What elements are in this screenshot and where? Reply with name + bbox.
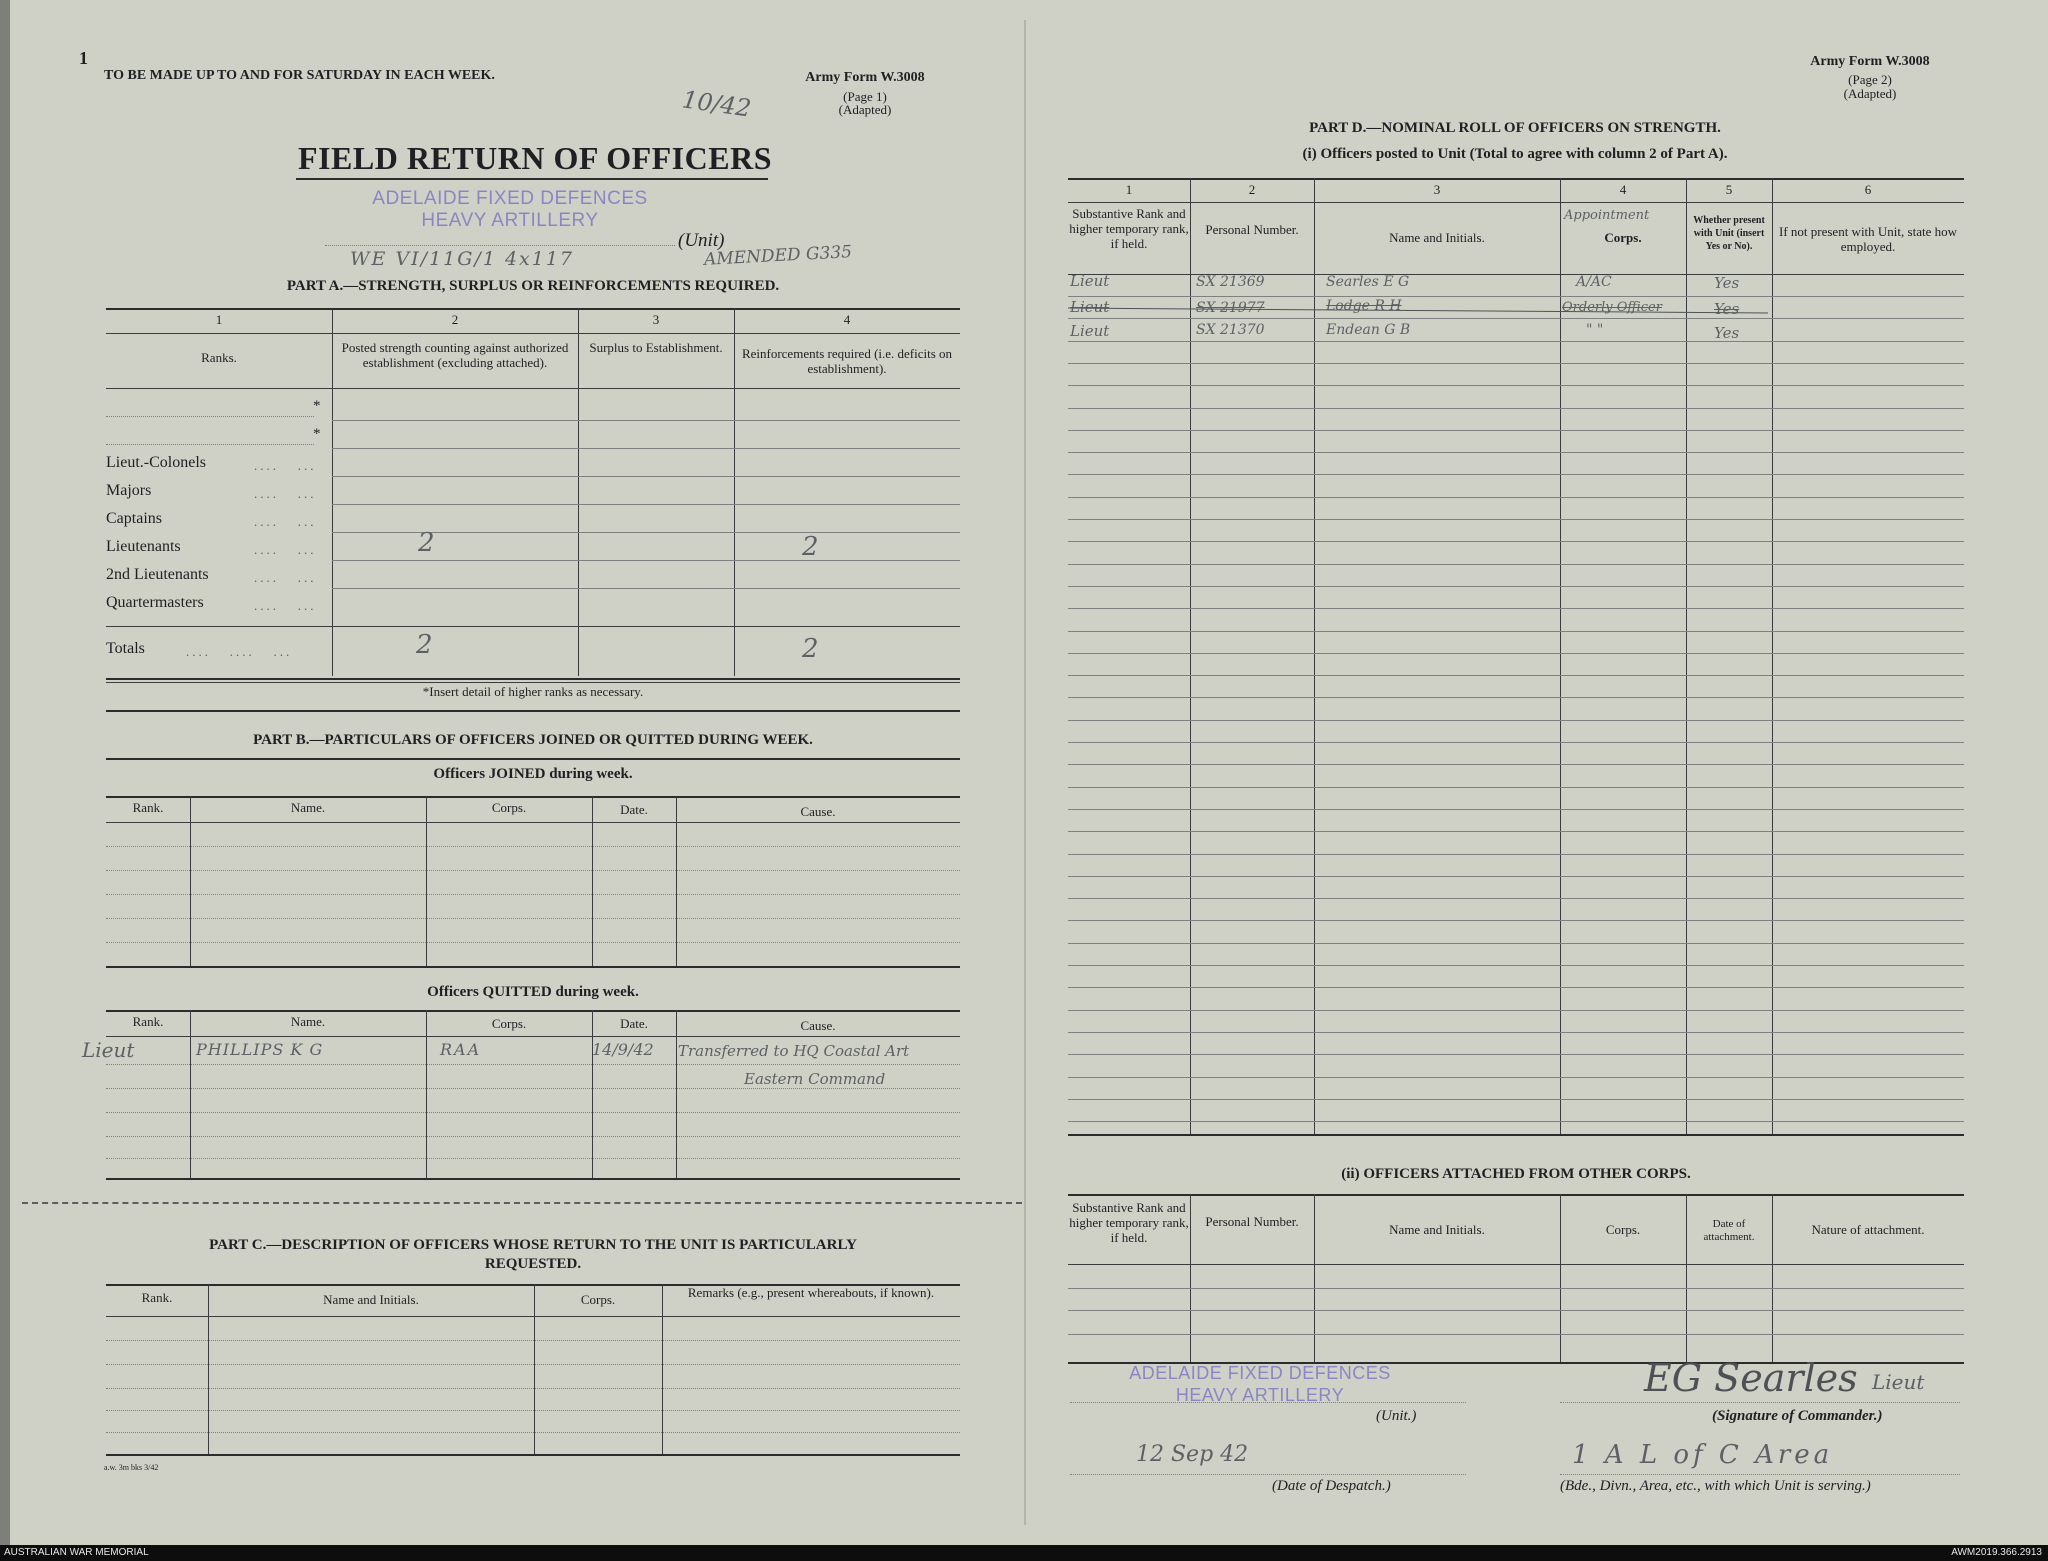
joined-col-date: Date.	[620, 802, 648, 817]
footer-right: AWM2019.366.2913	[1951, 1547, 2042, 1558]
roll-ruled-line	[1068, 608, 1964, 609]
roll-col-num-4: 4	[1619, 182, 1627, 197]
part-a-header-posted: Posted strength counting against authorized establishment (excluding attached).	[341, 340, 569, 370]
roll-ruled-line	[1068, 854, 1964, 855]
adapted-label-p2: (Adapted)	[1843, 86, 1897, 101]
roll-col-num-5: 5	[1725, 182, 1733, 197]
roll-ruled-line	[1068, 876, 1964, 877]
form-number: Army Form W.3008	[805, 70, 925, 85]
unit-stamp-line2: HEAVY ARTILLERY	[421, 210, 599, 231]
rank-lieutenants: Lieutenants	[106, 538, 181, 555]
roll-ruled-line	[1068, 541, 1964, 542]
quitted-col-cause: Cause.	[800, 1018, 836, 1033]
part-c-col-remarks: Remarks (e.g., present whereabouts, if known).	[687, 1285, 935, 1300]
roll-row3-rank: Lieut	[1070, 322, 1110, 340]
part-c-col-name: Name and Initials.	[323, 1292, 419, 1307]
roll-ruled-line	[1068, 697, 1964, 698]
roll-ruled-line	[1068, 452, 1964, 453]
attached-header-date: Date of attachment.	[1703, 1218, 1755, 1243]
roll-ruled-line	[1068, 474, 1964, 475]
despatch-stamp-line1: ADELAIDE FIXED DEFENCES	[1129, 1363, 1391, 1383]
roll-header-name: Name and Initials.	[1389, 230, 1485, 245]
roll-header-corps: Corps.	[1604, 230, 1642, 245]
roll-ruled-line	[1068, 519, 1964, 520]
signature-label: (Signature of Commander.)	[1712, 1408, 1883, 1424]
roll-row2-corps: Orderly Officer	[1562, 300, 1662, 315]
roll-header-rank: Substantive Rank and higher temporary rank, if held.	[1069, 206, 1189, 251]
despatch-date-label: (Date of Despatch.)	[1272, 1478, 1391, 1494]
roll-ruled-line	[1068, 564, 1964, 565]
rank-majors: Majors	[106, 482, 152, 499]
part-c-title-line1: PART C.—DESCRIPTION OF OFFICERS WHOSE RETURN TO THE UNIT IS PARTICULARLY	[209, 1237, 857, 1253]
roll-header-employed: If not present with Unit, state how employed.	[1779, 224, 1957, 254]
unit-stamp-line1: ADELAIDE FIXED DEFENCES	[372, 188, 648, 209]
sheet-edge	[0, 0, 10, 1545]
rank-captains: Captains	[106, 510, 162, 527]
quitted-rank: Lieut	[82, 1038, 135, 1062]
roll-row2-name: Lodge R H	[1326, 298, 1402, 314]
archive-footer	[0, 1545, 2048, 1561]
handwritten-amended: AMENDED G335	[703, 242, 853, 270]
joined-col-rank: Rank.	[132, 800, 164, 815]
part-a-header-reinforcements: Reinforcements required (i.e. deficits on establishment).	[741, 346, 953, 376]
quitted-col-rank: Rank.	[132, 1014, 164, 1029]
rank-row-higher-2	[106, 426, 326, 454]
roll-row3-name: Endean G B	[1326, 322, 1411, 338]
part-a-footnote: *Insert detail of higher ranks as necessary.	[422, 684, 644, 699]
roll-ruled-line	[1068, 1121, 1964, 1122]
quitted-name: PHILLIPS K G	[196, 1040, 324, 1059]
roll-ruled-line	[1068, 430, 1964, 431]
roll-ruled-line	[1068, 408, 1964, 409]
joined-col-name: Name.	[290, 800, 326, 815]
attached-header-number: Personal Number.	[1205, 1214, 1299, 1229]
unit-stamp	[330, 188, 690, 232]
quitted-title: Officers QUITTED during week.	[427, 984, 639, 1000]
part-c-title-line2: REQUESTED.	[484, 1256, 582, 1272]
roll-ruled-line	[1068, 653, 1964, 654]
part-a-header-ranks: Ranks.	[201, 350, 237, 365]
roll-ruled-line	[1068, 341, 1964, 342]
joined-title: Officers JOINED during week.	[433, 766, 633, 782]
part-c-col-corps: Corps.	[580, 1292, 616, 1307]
rank-2nd-lieutenants: 2nd Lieutenants	[106, 566, 209, 583]
roll-ruled-line	[1068, 831, 1964, 832]
roll-ruled-line	[1068, 586, 1964, 587]
attached-header-corps: Corps.	[1605, 1222, 1641, 1237]
roll-ruled-line	[1068, 720, 1964, 721]
part-b-title: PART B.—PARTICULARS OF OFFICERS JOINED OR QUITTED DURING WEEK.	[253, 732, 813, 748]
part-a-header-surplus: Surplus to Establishment.	[589, 340, 723, 355]
part-c-col-rank: Rank.	[141, 1290, 173, 1305]
section-ii-title: (ii) OFFICERS ATTACHED FROM OTHER CORPS.	[1341, 1166, 1691, 1182]
roll-ruled-line	[1068, 1099, 1964, 1100]
roll-ruled-line	[1068, 318, 1964, 319]
joined-col-corps: Corps.	[491, 800, 527, 815]
handwritten-establishment: WE VI/11G/1 4x117	[350, 248, 575, 270]
page-number-p2: (Page 2)	[1848, 72, 1892, 87]
roll-header-number: Personal Number.	[1205, 222, 1299, 237]
roll-ruled-line	[1068, 809, 1964, 810]
roll-col-num-6: 6	[1864, 182, 1872, 197]
attached-header-name: Name and Initials.	[1389, 1222, 1485, 1237]
roll-ruled-line	[1068, 764, 1964, 765]
totals-posted-value: 2	[416, 630, 433, 660]
rank-quartermasters: Quartermasters	[106, 594, 204, 611]
part-a-title: PART A.—STRENGTH, SURPLUS OR REINFORCEMENTS REQUIRED.	[286, 278, 780, 294]
commander-signature: EG Searles	[1644, 1356, 1858, 1400]
roll-ruled-line	[1068, 898, 1964, 899]
part-a-col-num-4: 4	[843, 312, 851, 327]
page-number: (Page 1)	[843, 89, 887, 104]
commander-rank: Lieut	[1872, 1370, 1925, 1394]
roll-ruled-line	[1068, 1010, 1964, 1011]
form-number-p2: Army Form W.3008	[1810, 54, 1930, 69]
part-a-col-num-2: 2	[451, 312, 459, 327]
joined-col-cause: Cause.	[800, 804, 836, 819]
quitted-corps: RAA	[440, 1040, 482, 1059]
page-fold	[1024, 20, 1026, 1525]
roll-ruled-line	[1068, 920, 1964, 921]
attached-header-nature: Nature of attachment.	[1811, 1222, 1925, 1237]
attached-header-rank: Substantive Rank and higher temporary rank, if held.	[1069, 1200, 1189, 1245]
part-a-col-num-3: 3	[652, 312, 660, 327]
handwritten-reference: 10/42	[680, 85, 753, 123]
roll-ruled-line	[1068, 363, 1964, 364]
part-d-title: PART D.—NOMINAL ROLL OF OFFICERS ON STRENGTH.	[1309, 120, 1721, 136]
quitted-date: 14/9/42	[592, 1040, 654, 1059]
totals-label: Totals	[106, 640, 145, 657]
serving-area-label: (Bde., Divn., Area, etc., with which Unit is serving.)	[1560, 1478, 1871, 1494]
serving-area: 1 A L of C Area	[1572, 1440, 1834, 1470]
roll-ruled-line	[1068, 1054, 1964, 1055]
rank-lieut-colonels: Lieut.-Colonels	[106, 454, 206, 471]
despatch-unit-stamp	[1100, 1362, 1420, 1406]
section-i-title: (i) Officers posted to Unit (Total to agree with column 2 of Part A).	[1302, 146, 1728, 162]
roll-col-num-1: 1	[1125, 182, 1133, 197]
despatch-date: 12 Sep 42	[1136, 1442, 1249, 1467]
roll-ruled-line	[1068, 742, 1964, 743]
part-c-title	[106, 1236, 960, 1274]
roll-ruled-line	[1068, 296, 1964, 297]
roll-ruled-line	[1068, 1032, 1964, 1033]
quitted-col-corps: Corps.	[491, 1016, 527, 1031]
roll-row2-number: SX 21977	[1196, 300, 1265, 316]
print-code: a.w. 3m bks 3/42	[104, 1463, 159, 1472]
roll-col-num-2: 2	[1248, 182, 1256, 197]
corps-hand-note: Appointment	[1564, 208, 1650, 223]
roll-ruled-line	[1068, 631, 1964, 632]
quitted-col-name: Name.	[290, 1014, 326, 1029]
rank-marker: *	[313, 426, 321, 442]
header-instruction: TO BE MADE UP TO AND FOR SATURDAY IN EACH WEEK.	[104, 68, 495, 83]
quitted-cause-line2: Eastern Command	[744, 1070, 886, 1088]
roll-row1-number: SX 21369	[1196, 274, 1265, 290]
roll-row3-corps: " "	[1586, 322, 1604, 338]
unit-label-p2: (Unit.)	[1376, 1408, 1417, 1424]
roll-col-num-3: 3	[1433, 182, 1441, 197]
roll-ruled-line	[1068, 787, 1964, 788]
unit-label: (Unit)	[678, 230, 725, 251]
roll-ruled-line	[1068, 675, 1964, 676]
roll-row2-present: Yes	[1714, 300, 1740, 318]
roll-ruled-line	[1068, 965, 1964, 966]
roll-row1-name: Searles E G	[1326, 274, 1410, 290]
roll-header-present: Whether present with Unit (insert Yes or No).	[1693, 215, 1765, 252]
despatch-stamp-line2: HEAVY ARTILLERY	[1175, 1385, 1345, 1405]
quitted-cause-line1: Transferred to HQ Coastal Art	[678, 1042, 910, 1060]
rank-row-higher-1	[106, 398, 326, 426]
lieutenants-reinforcements-value: 2	[802, 532, 819, 562]
part-a-col-num-1: 1	[215, 312, 223, 327]
quitted-col-date: Date.	[620, 1016, 648, 1031]
roll-row2-rank: Lieut	[1070, 298, 1110, 316]
lieutenants-posted-value: 2	[418, 528, 435, 558]
roll-ruled-line	[1068, 943, 1964, 944]
roll-ruled-line	[1068, 497, 1964, 498]
rank-marker: *	[313, 398, 321, 414]
margin-mark: 1	[79, 48, 88, 68]
form-title: FIELD RETURN OF OFFICERS	[298, 140, 772, 176]
roll-ruled-line	[1068, 385, 1964, 386]
document-sheet: 1 TO BE MADE UP TO AND FOR SATURDAY IN EACH WEEK. Army Form W.3008 (Page 1) (Adapted) 10/42 FIELD RETURN OF OFFICERS ADELAIDE FIXED DEFENCES HEAVY ARTILLERY (Unit) WE VI/11G/1 4x117 AMENDED G335 PART A.—STRENGTH, SURPLUS OR REINFORCEMENTS REQUIRED. 1 2 3 4 Ranks. Posted strength counting against authorized establishment (excluding attached). Surplus to Establishment. Reinforcements required (i.e. deficits on establishment). * * Lieut.-Colonels Majors Captains Lieutenants 2nd Lieutenants Quartermasters .... ... .... ... .... ... .... ... .... ... .... ... 2 2 Totals .... .... ... 2 2 *Insert detail of higher ranks as necessary. PART B.—PARTICULARS OF OFFICERS JOINED OR QUITTED DURING WEEK. Officers JOINED during week. Rank. Name. Corps. Date. Cause. Officers QUITTED during week. Rank. Name. Corps. Date. Cause. Lieut PHILLIPS K G RAA 14/9/42 Transferred to HQ Coastal Art Eastern Command PART C.—DESCRIPTION OF OFFICERS WHOSE RETURN TO THE UNIT IS PARTICULARLY REQUESTED. Rank. Name and Initials. Corps. Remarks (e.g., present whereabouts, if known). a.w. 3m bks 3/42 Army Form W.3008 (Page 2) (Adapted) PART D.—NOMINAL ROLL OF OFFICERS ON STRENGTH. (i) Officers posted to Unit (Total to agree with column 2 of Part A). 1 2 3 4 5 6 Substantive Rank and higher temporary rank, if held. Personal Number. Name and Initials. Appointment Corps. Whether present with Unit (insert Yes or No). If not present with Unit, state how employed. Lieut SX 21369 Searles E G A/AC Yes Lieut SX 21977 Lodge R H Orderly Officer Yes Lieut SX 21370 Endean G B " " Yes (ii) OFFICERS ATTACHED FROM OTHER CORPS. Substantive Rank and higher temporary rank, if held. Personal Number. Name and Initials. Corps. Date of attachment. Nature of attachment. ADELAIDE FIXED DEFENCES HEAVY ARTILLERY (Unit.) EG Searles Lieut (Signature of Commander.) 12 Sep 42 (Date of Despatch.) 1 A L of C Area (Bde., Divn., Area, etc., with which Unit is serving.)	[0, 0, 2048, 1545]
adapted-label: (Adapted)	[838, 102, 892, 117]
roll-row3-present: Yes	[1714, 324, 1740, 342]
footer-left: AUSTRALIAN WAR MEMORIAL	[4, 1547, 149, 1558]
roll-row1-rank: Lieut	[1070, 272, 1110, 290]
roll-row1-present: Yes	[1714, 274, 1740, 292]
totals-reinforcements-value: 2	[802, 634, 819, 664]
tear-line	[22, 1202, 1022, 1204]
strike-line	[1068, 308, 1768, 314]
roll-row1-corps: A/AC	[1576, 274, 1612, 290]
roll-ruled-line	[1068, 1077, 1964, 1078]
roll-row3-number: SX 21370	[1196, 322, 1265, 338]
roll-ruled-line	[1068, 987, 1964, 988]
